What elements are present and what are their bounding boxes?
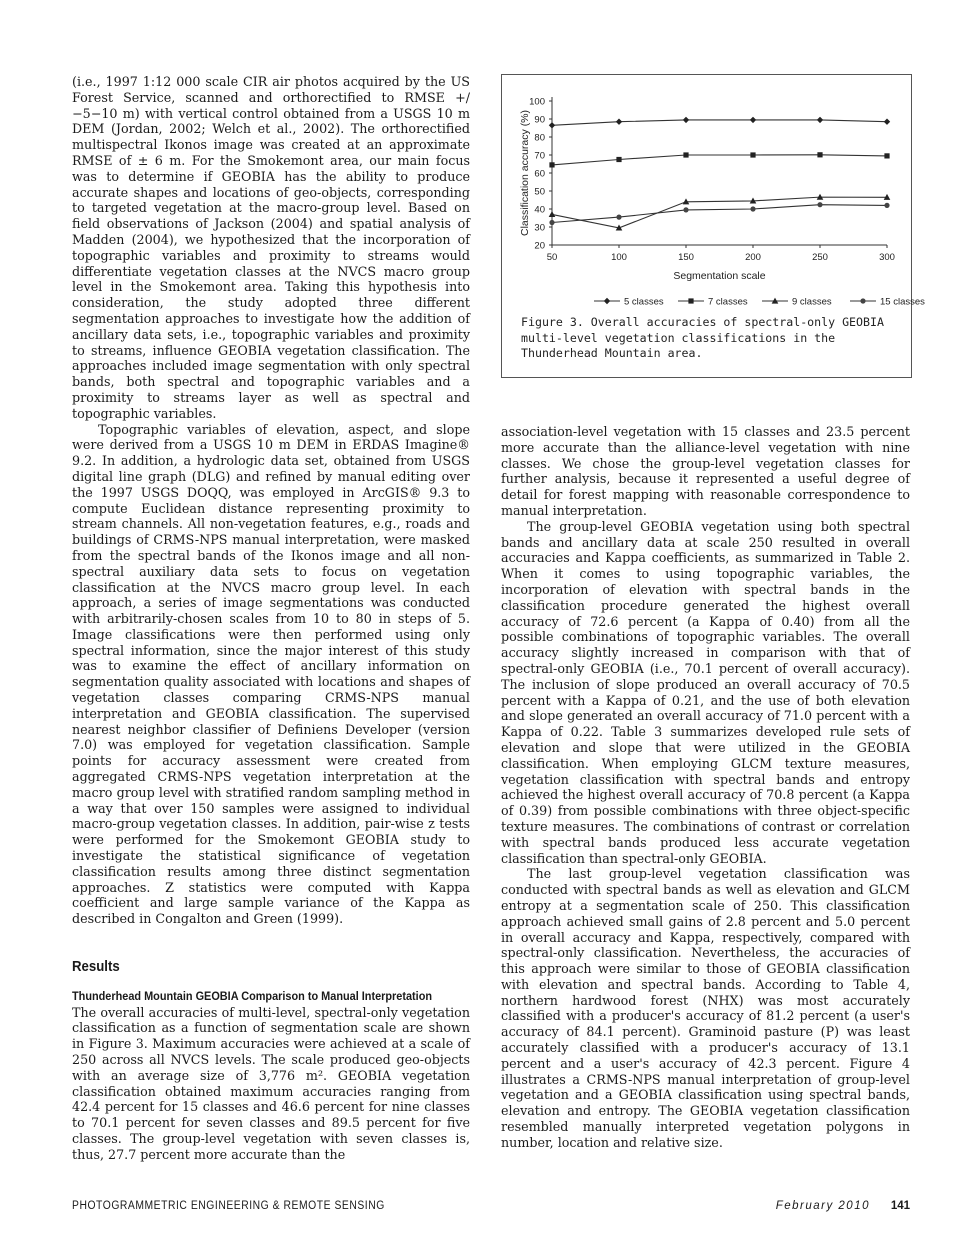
data-point-15-classes: [817, 202, 822, 207]
data-point-15-classes: [884, 203, 889, 208]
data-point-7-classes: [884, 153, 889, 158]
data-point-7-classes: [750, 152, 755, 157]
body-paragraph: association-level vegetation with 15 classes and 23.5 percent more accurate than the alliance-level vegetation with nine classes. We chose the group-level vegetation classes for further analysis, because it represented a useful degree of detail for forest mapping with reasonable correspondence to manual interpretation.: [501, 424, 910, 518]
section-heading-results: Results: [72, 958, 120, 976]
data-point-7-classes: [616, 157, 621, 162]
figure-caption-text: Figure 3. Overall accuracies of spectral-only GEOBIA multi-level vegetation classifications in the Thunderhead Mountain area.: [521, 315, 884, 360]
journal-name: PHOTOGRAMMETRIC ENGINEERING & REMOTE SENSING: [72, 1200, 385, 1212]
data-point-7-classes: [549, 162, 554, 167]
legend-label: 5 classes: [624, 296, 664, 308]
y-tick-label: 40: [534, 204, 545, 216]
data-point-5-classes: [884, 119, 890, 125]
x-tick-label: 200: [745, 252, 761, 263]
right-column: [501, 424, 910, 1151]
data-point-9-classes: [549, 211, 556, 217]
y-tick-label: 30: [534, 222, 545, 234]
figure-3: [501, 74, 925, 378]
x-tick-label: 50: [546, 252, 558, 263]
x-tick-label: 150: [678, 252, 694, 263]
data-point-15-classes: [549, 220, 554, 225]
data-point-5-classes: [683, 117, 689, 123]
data-point-5-classes: [817, 117, 823, 123]
data-point-15-classes: [616, 215, 621, 220]
body-paragraph: The last group-level vegetation classification was conducted with spectral bands as well as elevation and GLCM entropy at a segmentation scale of 250. This classification approach achieved small gains of 2.8 percent and 5.0 percent in overall accuracy and Kappa, respectively, compared with spectral-only classification. Nevertheless, the accuracies of this approach were similar to those of GEOBIA classification with elevation and spectral bands. According to Table 4, northern hardwood forest (NHX) was most accurately classified with a producer's accuracy of 81.2 percent (a user's accuracy of 84.1 percent). Graminoid pasture (P) was least accurately classified with a producer's accuracy of 13.1 percent and a user's accuracy of 42.3 percent. Figure 4 illustrates a CRMS-NPS manual interpretation of group-level vegetation and a GEOBIA classification using spectral bands, elevation and entropy. The GEOBIA vegetation classification resembled manually interpreted vegetation polygons in number, location and relative size.: [501, 866, 910, 1150]
data-point-5-classes: [750, 117, 756, 123]
data-point-15-classes: [683, 207, 688, 212]
data-point-7-classes: [683, 152, 688, 157]
body-paragraph: The overall accuracies of multi-level, spectral-only vegetation classification as a function of segmentation scale are shown in Figure 3. Maximum accuracies were achieved at a scale of 250 across all NVCS levels. The scale produced geo-objects with an average size of 3,776 m². GEOBIA vegetation classification obtained maximum accuracies ranging from 42.4 percent for 15 classes and 46.6 percent for nine classes to 70.1 percent for seven classes and 89.5 percent for five classes. The group-level vegetation with seven classes is, thus, 27.7 percent more accurate than the: [72, 1004, 470, 1162]
subsection-heading: Thunderhead Mountain GEOBIA Comparison to Manual Interpretation: [72, 988, 433, 1003]
legend-label: 7 classes: [708, 296, 748, 308]
page-number: 141: [890, 1200, 910, 1212]
x-axis-title: Segmentation scale: [673, 270, 766, 282]
series-line-15-classes: [552, 205, 887, 223]
data-point-15-classes: [750, 206, 755, 211]
legend-marker: [860, 298, 865, 303]
body-paragraph: Topographic variables of elevation, aspect, and slope were derived from a USGS 10 m DEM in ERDAS Imagine® 9.2. In addition, a hydrologic data set, obtained from USGS digital line graph (DLG) and refined by manual editing over the 1997 USGS DOQQ, was employed in ArcGIS® 9.3 to compute Euclidean distance representing proximity to stream channels. All non-vegetation features, e.g., roads and buildings of CRMS-NPS manual interpretation, were masked from the spectral bands of the Ikonos image and all non-spectral auxiliary data sets to focus on vegetation classification at the NVCS macro group level. In each approach, a series of image segmentations was conducted with arbitrarily-chosen scales from 10 to 80 in steps of 5. Image classifications were then performed using only spectral information, since the major interest of this study was to examine the effect of ancillary information on segmentation quality associated with locations and shapes of vegetation classes comparing CRMS-NPS manual interpretation and GEOBIA classification. The supervised nearest neighbor classifier of Definiens Developer (version 7.0) was employed for vegetation classification. Sample points for accuracy assessment were created from aggregated CRMS-NPS vegetation interpretation at the macro group level with stratified random sampling method in a way that over 150 samples were assigned to individual macro-group vegetation classes. In addition, pair-wise z tests were performed for the Smokemont GEOBIA study to investigate the statistical significance of vegetation classification results among three distinct segmentation approaches. Z statistics were computed with Kappa coefficient and large sample variance of the Kappa as described in Congalton and Green (1999).: [72, 421, 470, 927]
legend-label: 9 classes: [792, 296, 832, 308]
y-tick-label: 100: [529, 96, 545, 108]
y-tick-label: 20: [534, 240, 545, 252]
data-point-5-classes: [616, 119, 622, 125]
page-footer: [72, 1200, 910, 1220]
left-column: [72, 74, 470, 1163]
data-point-7-classes: [817, 152, 822, 157]
x-tick-label: 300: [879, 252, 895, 263]
body-paragraph: (i.e., 1997 1:12 000 scale CIR air photos acquired by the US Forest Service, scanned and orthorectified to RMSE +/−5−10 m) with vertical control obtained from a USGS 10 m DEM (Jordan, 2002; Welch et al., 2002). The orthorectified multispectral Ikonos image was created at an approximate RMSE of ± 6 m. For the Smokemont area, our main focus was to determine if GEOBIA has the ability to produce accurate shapes and locations of geo-objects, corresponding to targeted vegetation at the macro-group level. Based on field observations of Jackson (2004) and spatial analysis of Madden (2004), we hypothesized that the incorporation of topographic variables and proximity to streams would differentiate vegetation classes at the NVCS macro group level in the Smokemont area. Taking this hypothesis into consideration, the study adopted three different segmentation approaches to investigate how the addition of ancillary data sets, i.e., topographic variables and proximity to streams, influence GEOBIA vegetation classification. The approaches included image segmentation with only spectral bands, both spectral and topographic variables and a proximity to streams layer as well as spectral and topographic variables.: [72, 74, 470, 421]
data-point-5-classes: [549, 122, 555, 128]
body-paragraph: The group-level GEOBIA vegetation using both spectral bands and ancillary data at scale 250 resulted in overall accuracies and Kappa coefficients, as summarized in Table 2. When it comes to using topographic variables, the incorporation of elevation with spectral bands in the classification procedure generated the highest overall accuracy of 72.6 percent (a Kappa of 0.40) from all the possible combinations of topographic variables. The overall accuracy slightly increased in comparison with that of spectral-only GEOBIA (i.e., 70.1 percent of overall accuracy). The inclusion of slope produced an overall accuracy of 70.5 percent with a Kappa of 0.21, and the use of both elevation and slope generated an overall accuracy of 71.0 percent with a Kappa of 0.22. Table 3 summarizes developed rule sets of elevation and slope that were utilized in the GEOBIA classification. When employing GLCM texture measures, vegetation classification with spectral bands and entropy achieved the highest overall accuracy of 70.8 percent (a Kappa of 0.39) from possible combinations with three object-specific texture measures. The combinations of contrast or correlation with spectral bands produced less accurate vegetation classification than spectral-only GEOBIA.: [501, 518, 910, 866]
legend-marker: [604, 298, 610, 304]
series-line-9-classes: [552, 197, 887, 228]
y-tick-label: 80: [534, 132, 545, 144]
figure-caption: [521, 315, 901, 362]
y-tick-label: 70: [534, 150, 545, 162]
y-tick-label: 60: [534, 168, 545, 180]
y-tick-label: 50: [534, 186, 545, 198]
legend-marker: [688, 298, 693, 303]
series-line-7-classes: [552, 155, 887, 165]
issue-date: February 2010: [775, 1200, 870, 1212]
x-tick-label: 250: [812, 252, 828, 263]
series-line-5-classes: [552, 120, 887, 125]
y-tick-label: 90: [534, 114, 545, 126]
legend-label: 15 classes: [880, 296, 925, 308]
x-tick-label: 100: [611, 252, 627, 263]
y-axis-title: Classification accuracy (%): [519, 109, 531, 237]
